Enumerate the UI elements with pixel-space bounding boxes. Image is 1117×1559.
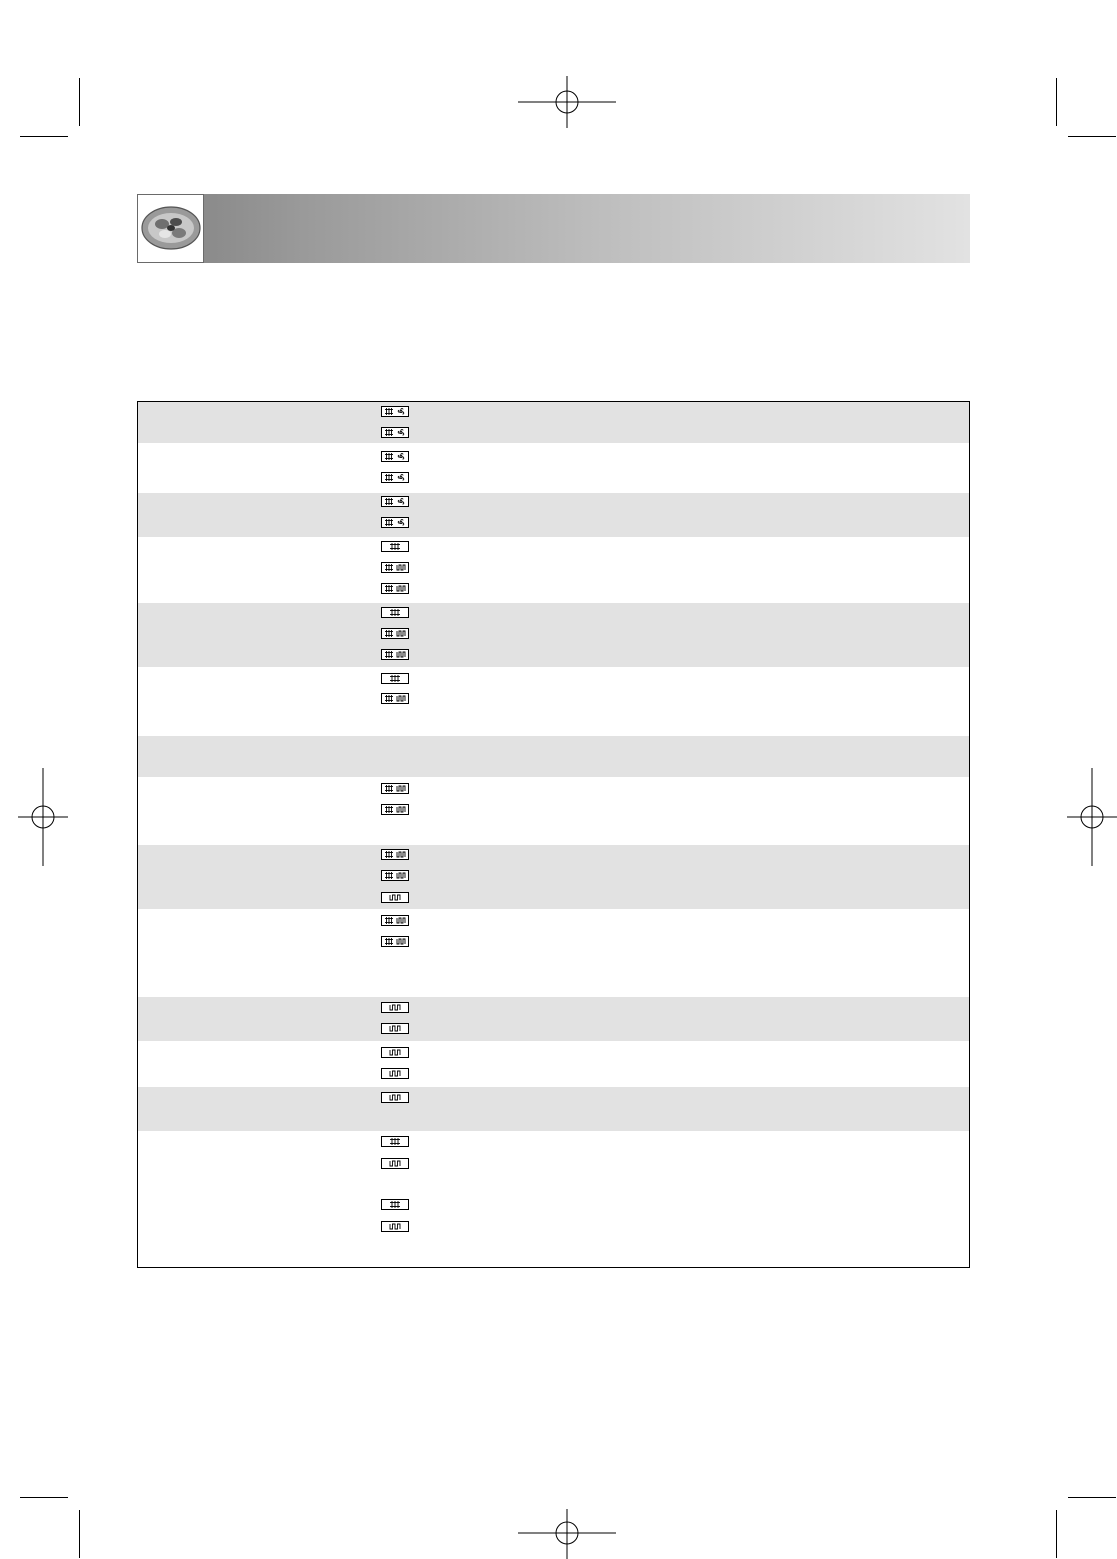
microwave-icon bbox=[381, 1023, 409, 1034]
grill-fan-icon bbox=[381, 451, 409, 462]
crop-mark bbox=[20, 136, 68, 137]
grill-microwave-icon bbox=[381, 849, 409, 860]
grill-microwave-icon bbox=[381, 936, 409, 947]
grill-microwave-icon bbox=[381, 628, 409, 639]
crop-mark bbox=[1056, 78, 1057, 126]
grill-fan-icon bbox=[381, 496, 409, 507]
section-header-banner bbox=[137, 194, 970, 263]
registration-crosshair-right bbox=[1067, 768, 1117, 866]
grill-fan-icon bbox=[381, 427, 409, 438]
grill-icon bbox=[381, 607, 409, 618]
crop-mark bbox=[1068, 1497, 1116, 1498]
crop-mark bbox=[79, 78, 80, 126]
microwave-icon bbox=[381, 1047, 409, 1058]
crop-mark bbox=[79, 1510, 80, 1558]
grill-icon bbox=[381, 1136, 409, 1147]
grill-microwave-icon bbox=[381, 915, 409, 926]
crop-mark bbox=[1068, 136, 1116, 137]
registration-crosshair-left bbox=[18, 768, 68, 866]
grill-microwave-icon bbox=[381, 783, 409, 794]
grill-fan-icon bbox=[381, 472, 409, 483]
microwave-icon bbox=[381, 1002, 409, 1013]
crop-mark bbox=[20, 1497, 68, 1498]
grill-microwave-icon bbox=[381, 562, 409, 573]
grill-microwave-icon bbox=[381, 583, 409, 594]
grill-microwave-icon bbox=[381, 693, 409, 704]
microwave-icon bbox=[381, 1092, 409, 1103]
microwave-icon bbox=[381, 892, 409, 903]
grill-microwave-icon bbox=[381, 804, 409, 815]
grill-icon bbox=[381, 541, 409, 552]
grill-icon bbox=[381, 673, 409, 684]
microwave-icon bbox=[381, 1158, 409, 1169]
microwave-icon bbox=[381, 1221, 409, 1232]
food-platter-photo bbox=[137, 194, 204, 263]
microwave-icon bbox=[381, 1068, 409, 1079]
grill-microwave-icon bbox=[381, 649, 409, 660]
grill-fan-icon bbox=[381, 517, 409, 528]
cooking-table bbox=[137, 401, 970, 1268]
crop-mark bbox=[1056, 1510, 1057, 1558]
registration-crosshair-top bbox=[518, 76, 616, 128]
grill-fan-icon bbox=[381, 406, 409, 417]
registration-crosshair-bottom bbox=[518, 1509, 616, 1559]
grill-microwave-icon bbox=[381, 870, 409, 881]
grill-icon bbox=[381, 1199, 409, 1210]
